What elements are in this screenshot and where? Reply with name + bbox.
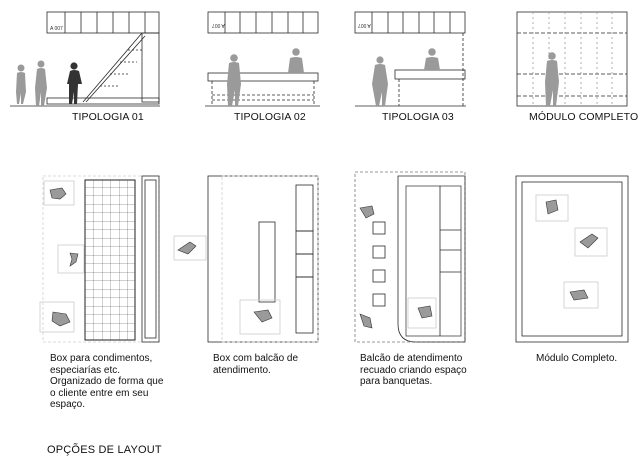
caption-tipologia-03: Balcão de atendimento recuado criando espaço para banquetas. (360, 353, 467, 387)
plan-tipologia-03 (355, 172, 465, 342)
signage-label-03: A 007 (358, 22, 371, 28)
caption-modulo-completo: Módulo Completo. (536, 353, 618, 364)
title-tipologia-02: TIPOLOGIA 02 (234, 111, 306, 123)
figures-tipologia-02 (227, 48, 304, 106)
caption-tipologia-01: Box para condimentos, especiarías etc. Organizado de forma que o cliente entre em seu espaço. (50, 353, 164, 410)
plan-figures-02 (254, 310, 272, 322)
section-title: OPÇÕES DE LAYOUT (47, 444, 162, 456)
elevation-modulo-completo (517, 12, 627, 106)
plan-figures-03 (360, 206, 432, 328)
elevation-tipologia-03 (355, 12, 466, 106)
figure-modulo-completo (545, 52, 559, 106)
title-modulo-completo: MÓDULO COMPLETO (529, 111, 638, 123)
elevation-tipologia-01 (10, 12, 160, 106)
figures-tipologia-03 (372, 48, 440, 106)
signage-label-01: A 007 (50, 26, 63, 32)
figures-tipologia-01 (16, 61, 82, 107)
signage-label-02: A 007 (212, 22, 225, 28)
caption-tipologia-02: Box com balcão de atendimento. (213, 353, 299, 376)
title-tipologia-03: TIPOLOGIA 03 (382, 111, 454, 123)
title-tipologia-01: TIPOLOGIA 01 (72, 111, 144, 123)
plan-figures-04 (546, 200, 598, 300)
signage-board (47, 12, 159, 33)
plan-modulo-completo (516, 176, 628, 342)
